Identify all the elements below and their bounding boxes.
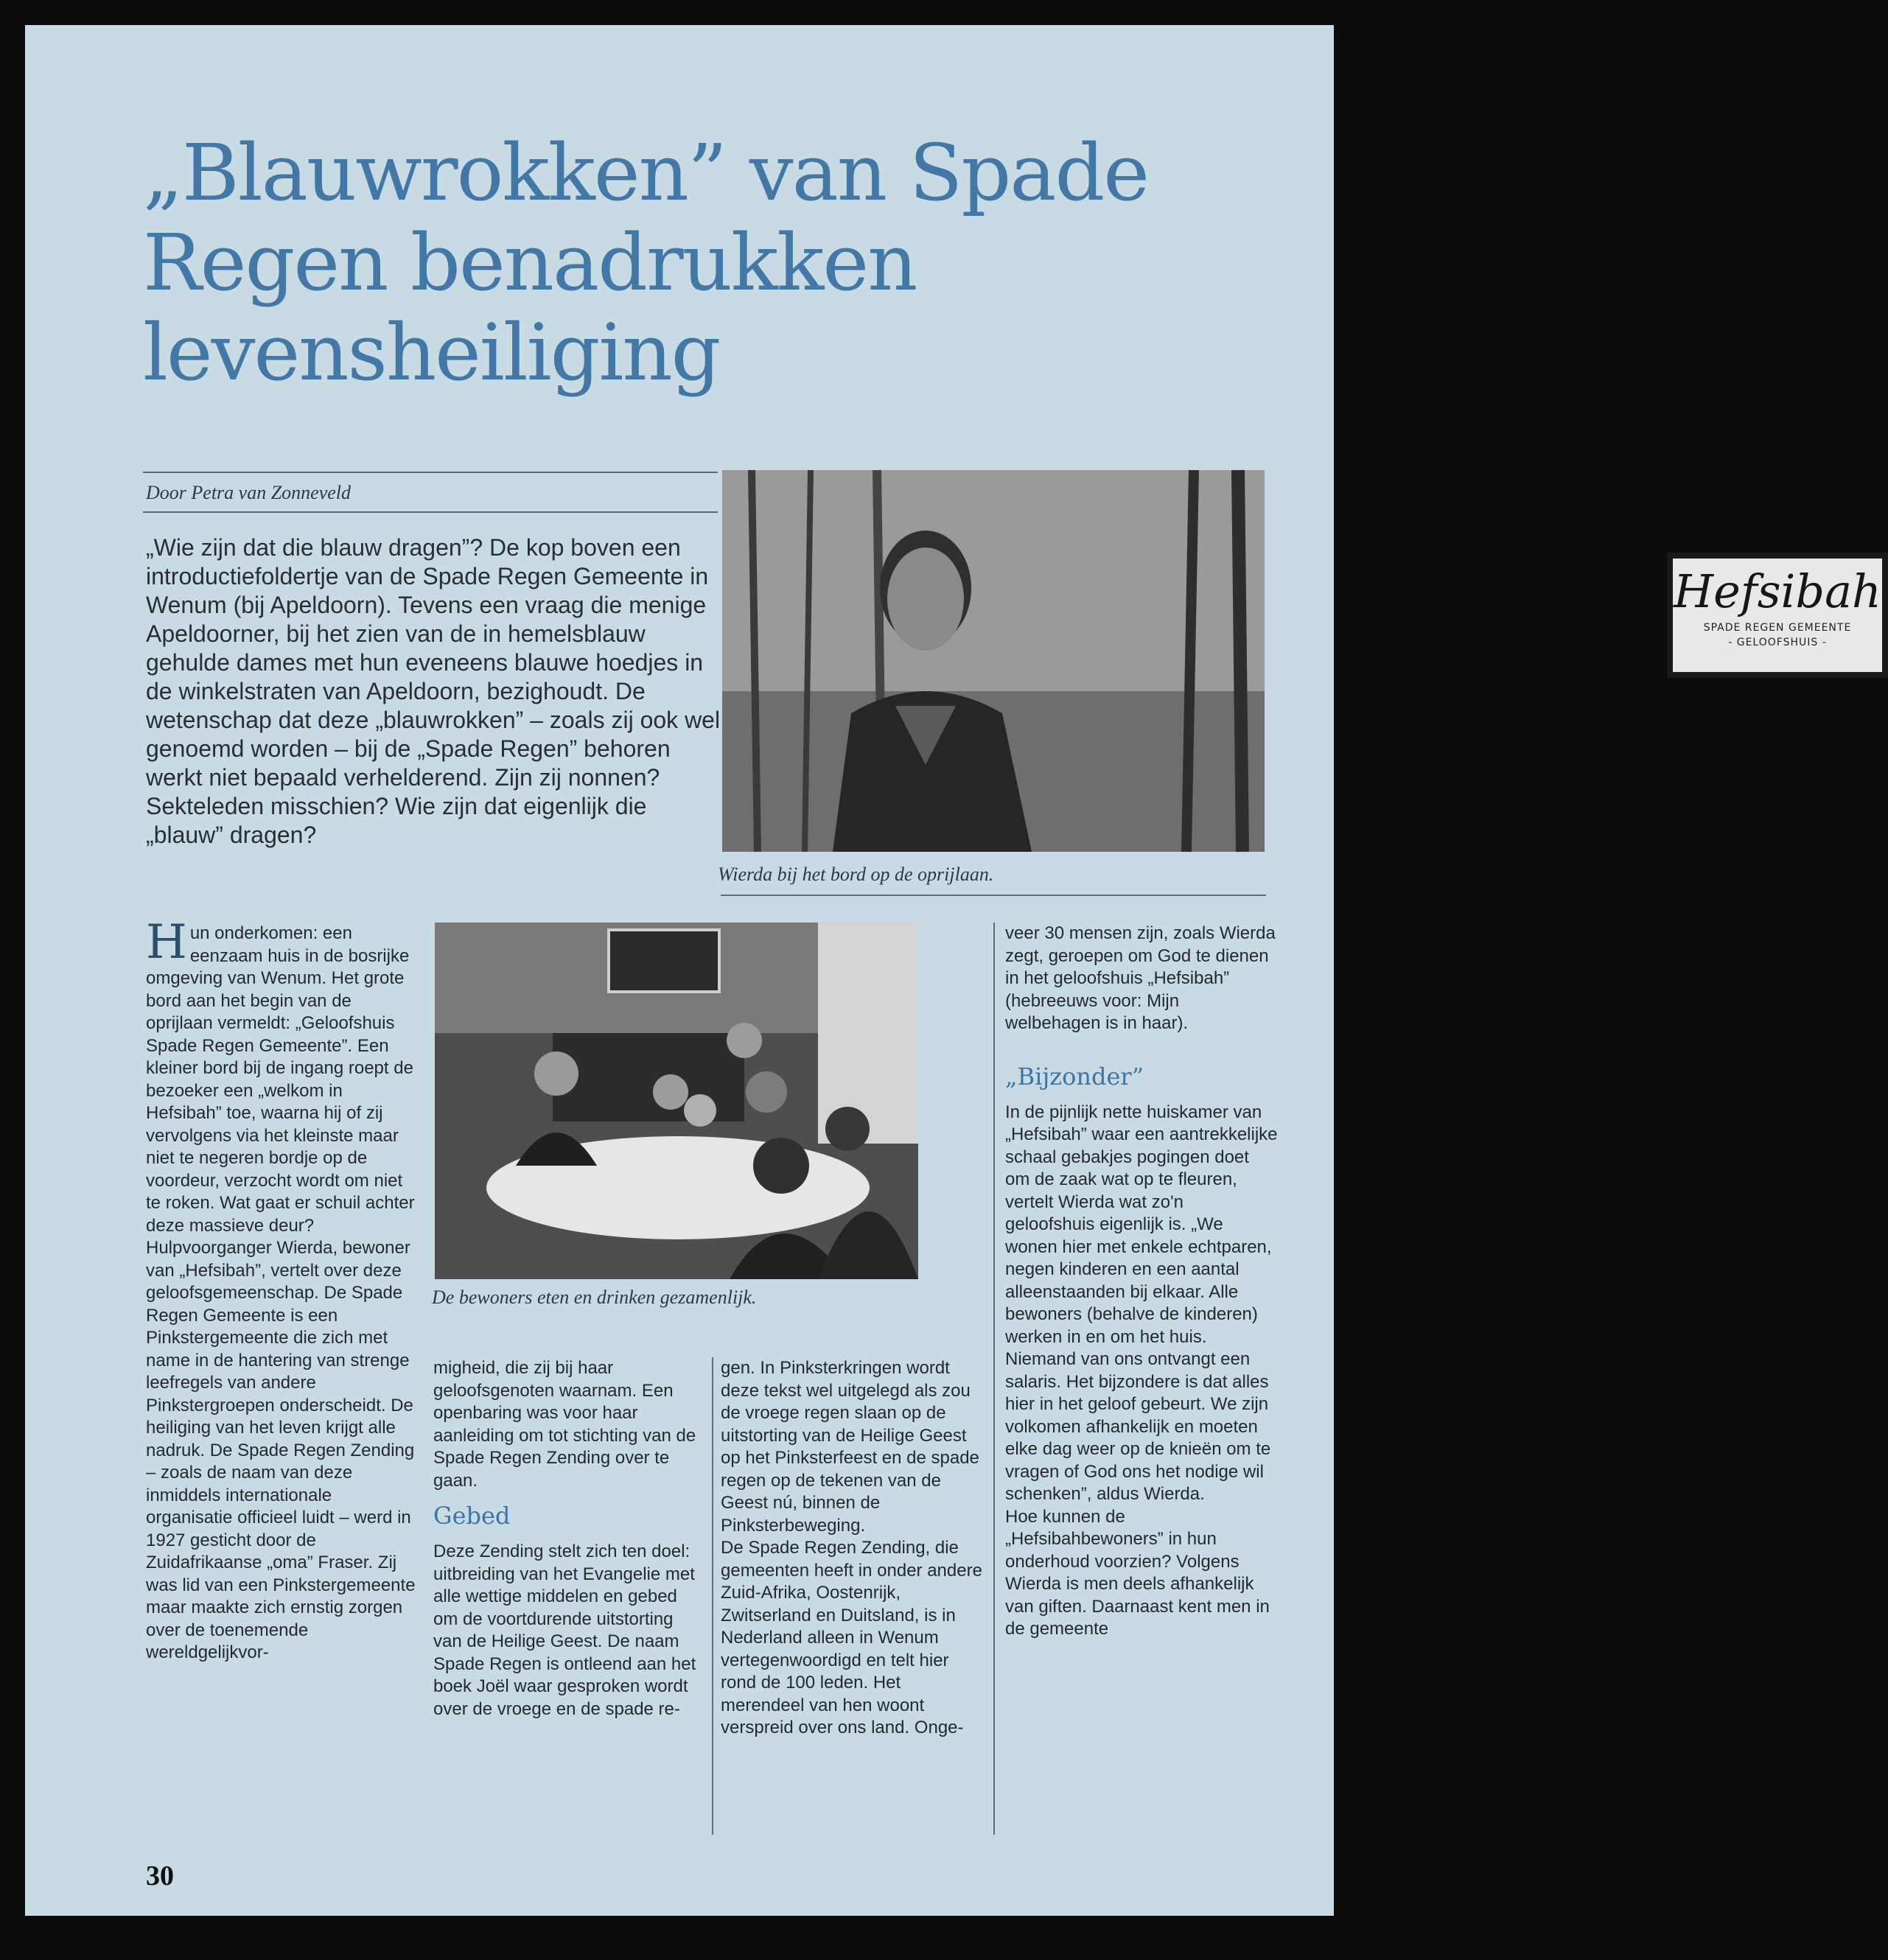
photo-wierda-sign	[722, 470, 1881, 852]
column-divider-middle	[712, 1357, 713, 1835]
column-1-text	[146, 915, 420, 1665]
column-3-text-1: gen. In Pinksterkringen wordt deze tekst wel uitgelegd als zou de vroege regen slaan op de uitstorting van de Heilige Geest op het Pinksterfeest en de spade regen op de tekenen van de Geest nú, binnen de Pinksterbeweging.	[721, 1358, 979, 1536]
title-line-2: Regen benadrukken	[143, 217, 917, 308]
sign-name: Hefsibah	[1674, 564, 1881, 618]
photo-dining-illustration	[435, 923, 918, 1279]
column-4	[1005, 923, 1278, 1641]
title-line-1: „Blauwrokken” van Spade	[143, 127, 1149, 218]
column-2	[433, 1357, 699, 1721]
column-2-text-2: Deze Zending stelt zich ten doel: uitbreiding van het Evangelie met alle wettige middelen en gebed om de voortdurende uitstorting van de Heilige Geest. De naam Spade Regen is ontleend aan het boek Joël waar gesproken wordt over de vroege en de spade re-	[433, 1541, 696, 1719]
column-1-body: un onderkomen: een eenzaam huis in de bosrijke omgeving van Wenum. Het grote bord aan het begin van de oprijlaan vermeldt: „Geloofshuis Spade Regen Gemeente”. Een kleiner bord bij de ingang roept de bezoeker een „welkom in Hefsibah” toe, waarna hij of zij vervolgens via het kleinste maar niet te negeren bordje op de voordeur, verzocht wordt om niet te roken. Wat gaat er schuil achter deze massieve deur? Hulpvoorganger Wierda, bewoner van „Hefsibah”, vertelt over deze geloofsgemeenschap. De Spade Regen Gemeente is een Pinkstergemeente die zich met name in de hantering van strenge leefregels van andere Pinkstergroepen onderscheidt. De heiliging van het leven krijgt alle nadruk. De Spade Regen Zending – zoals de naam van deze inmiddels internationale organisatie officieel luidt – werd in 1927 gesticht door de Zuidafrikaanse „oma” Fraser. Zij was lid van een Pinkstergemeente maar maakte zich ernstig zorgen over de toenemende wereldgelijkvor-	[146, 923, 416, 1662]
column-divider-right	[993, 923, 995, 1835]
byline-top-rule	[143, 472, 718, 473]
column-2-text-1: migheid, die zij bij haar geloofsgenoten waarnam. Een openbaring was voor haar aanleiding om tot stichting van de Spade Regen Zending over te gaan.	[433, 1358, 696, 1491]
column-4-text-1: veer 30 mensen zijn, zoals Wierda zegt, geroepen om God te dienen in het geloofshuis „Hefsibah” (hebreeuws voor: Mijn welbehagen is in haar).	[1005, 923, 1276, 1033]
title-line-3: levensheiliging	[143, 307, 720, 398]
photo-dining-table	[435, 923, 918, 1279]
column-3-text-2: De Spade Regen Zending, die gemeenten heeft in onder andere Zuid-Afrika, Oostenrijk, Zwitserland en Duitsland, is in Nederland alleen in Wenum vertegenwoordigd en telt hier rond de 100 leden. Het merendeel van hen woont verspreid over ons land. Onge-	[721, 1538, 982, 1737]
hefsibah-sign	[1667, 553, 1888, 678]
dropcap: H	[146, 915, 187, 970]
article-title	[143, 128, 1248, 398]
photo-wierda-illustration	[722, 470, 1265, 852]
page-number: 30	[146, 1861, 174, 1891]
intro-paragraph	[146, 533, 721, 850]
caption-rule	[721, 895, 1266, 896]
column-1	[146, 915, 420, 1665]
byline: Door Petra van Zonneveld	[146, 482, 352, 503]
byline-bottom-rule	[143, 511, 718, 513]
sign-line-1: SPADE REGEN GEMEENTE	[1703, 622, 1852, 634]
magazine-page	[25, 25, 1881, 1916]
photo-middle-caption: De bewoners eten en drinken gezamenlijk.	[432, 1287, 757, 1308]
column-4-text-2: In de pijnlijk nette huiskamer van „Hefsibah” waar een aantrekkelijke schaal gebakjes pogingen doet om de zaak wat op te fleuren, vertelt Wierda wat zo'n geloofshuis eigenlijk is. „We wonen hier met enkele echtparen, negen kinderen en een aantal alleenstaanden bij elkaar. Alle bewoners (behalve de kinderen) werken in en om het huis. Niemand van ons ontvangt een salaris. Het bijzondere is dat alles hier in het geloof gebeurt. We zijn volkomen afhankelijk en moeten elke dag weer op de knieën om te vragen of God ons het nodige wil schenken”, aldus Wierda.	[1005, 1102, 1278, 1504]
column-3	[721, 1357, 983, 1740]
subhead-bijzonder: „Bijzonder”	[1005, 1062, 1144, 1091]
intro-text: „Wie zijn dat die blauw dragen”? De kop boven een introductiefoldertje van de Spade Regen Gemeente in Wenum (bij Apeldoorn). Tevens een vraag die menige Apeldoorner, bij het zien van de in hemelsblauw gehulde dames met hun eveneens blauwe hoedjes in de winkelstraten van Apeldoorn, bezighoudt. De wetenschap dat deze „blauwrokken” – zoals zij ook wel genoemd worden – bij de „Spade Regen” behoren werkt niet bepaald verhelderend. Zijn zij nonnen? Sekteleden misschien? Wie zijn dat eigenlijk die „blauw” dragen?	[146, 534, 721, 848]
photo-top-caption: Wierda bij het bord op de oprijlaan.	[718, 864, 994, 885]
subhead-gebed: Gebed	[433, 1502, 511, 1530]
column-4-text-3: Hoe kunnen de „Hefsibahbewoners” in hun onderhoud voorzien? Volgens Wierda is men deels afhankelijk van giften. Daarnaast kent men in de gemeente	[1005, 1506, 1270, 1639]
sign-line-2: - GELOOFSHUIS -	[1728, 637, 1827, 648]
